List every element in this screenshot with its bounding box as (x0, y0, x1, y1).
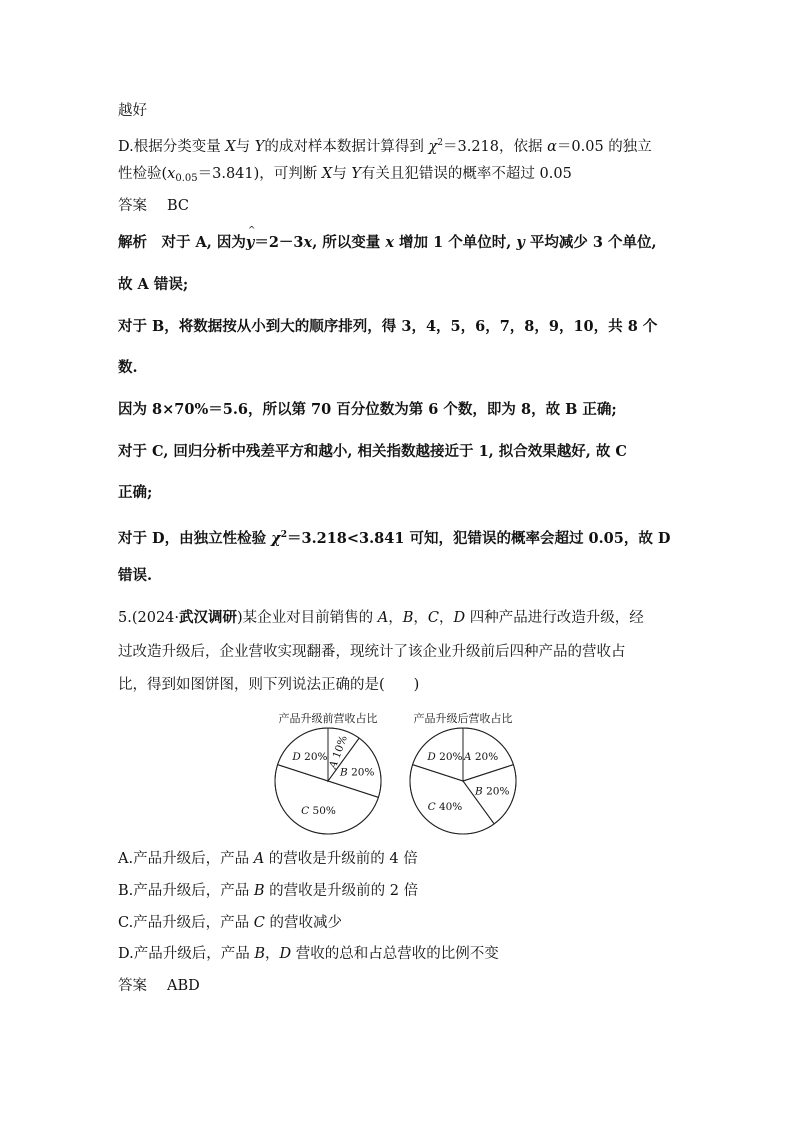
solution-line1: 解析 对于 A, 因为^ y＝2－3x, 所以变量 x 增加 1 个单位时, y 平均减少 3 个单位, (118, 233, 657, 253)
question-5-line2: 过改造升级后，企业营收实现翻番，现统计了该企业升级前后四种产品的营收占 (118, 644, 626, 660)
solution-line8: 对于 D，由独立性检验 $\chi^2=3.218<3.841$ 可知，犯错误的概率会超过 0.05，故 D (118, 530, 671, 547)
solution-line7: 正确; (118, 484, 153, 501)
pie-label-c: C 50% (301, 805, 336, 818)
solution-line3: 对于 B，将数据按从小到大的顺序排列，得 3，4，5，6，7，8，9，10，共 8 个 (118, 318, 658, 335)
answer-1: 答案 BC (118, 198, 190, 214)
question-5-line1: 5.(2024·武汉调研)某企业对目前销售的 A，B，C，D 四种产品进行改造升级，经 (118, 609, 644, 626)
answer-2: 答案 ABD (118, 978, 200, 994)
solution-line4: 数. (118, 359, 138, 376)
pie-label-b: B 20% (475, 785, 510, 798)
pie-label-b: B 20% (340, 766, 375, 779)
option-d-line1: D.根据分类变量 X与 Y的成对样本数据计算得到 $\chi^2=3.218$，依据 α＝0.05 的独立 (118, 138, 652, 155)
pie-charts-svg (265, 708, 535, 838)
question-5-line3: 比，得到如图饼图，则下列说法正确的是( ) (118, 677, 420, 693)
option-d: D.产品升级后，产品 B，D 营收的总和占总营收的比例不变 (118, 946, 499, 962)
solution-line5: 因为 8×70%＝5.6，所以第 70 百分位数为第 6 个数，即为 8，故 B 正确; (118, 401, 617, 418)
pie-label-a: A 20% (463, 751, 499, 764)
pie-title-2: 产品升级后营收占比 (413, 712, 513, 725)
option-b: B.产品升级后，产品 B 的营收是升级前的 2 倍 (118, 883, 419, 899)
pie-label-a: A 10% (326, 733, 350, 771)
solution-line9: 错误. (118, 567, 153, 584)
pie-label-c: C 40% (427, 800, 463, 813)
pie-label-d: D 20% (427, 751, 463, 764)
option-a: A.产品升级后，产品 A 的营收是升级前的 4 倍 (118, 851, 418, 867)
pie-label-d: D 20% (292, 751, 328, 764)
continued-text: 越好 (118, 103, 147, 119)
solution-line2: 故 A 错误; (118, 276, 189, 293)
option-c: C.产品升级后，产品 C 的营收减少 (118, 915, 343, 931)
solution-line6: 对于 C, 回归分析中残差平方和越小, 相关指数越接近于 1, 拟合效果越好, 故 C (118, 443, 627, 460)
option-d-line2: 性检验$(x_{0.05}=3.841)$，可判断 X与 Y有关且犯错误的概率不超过 0.05 (118, 166, 572, 184)
pie-title-1: 产品升级前营收占比 (278, 712, 378, 725)
pie-charts (265, 708, 535, 838)
